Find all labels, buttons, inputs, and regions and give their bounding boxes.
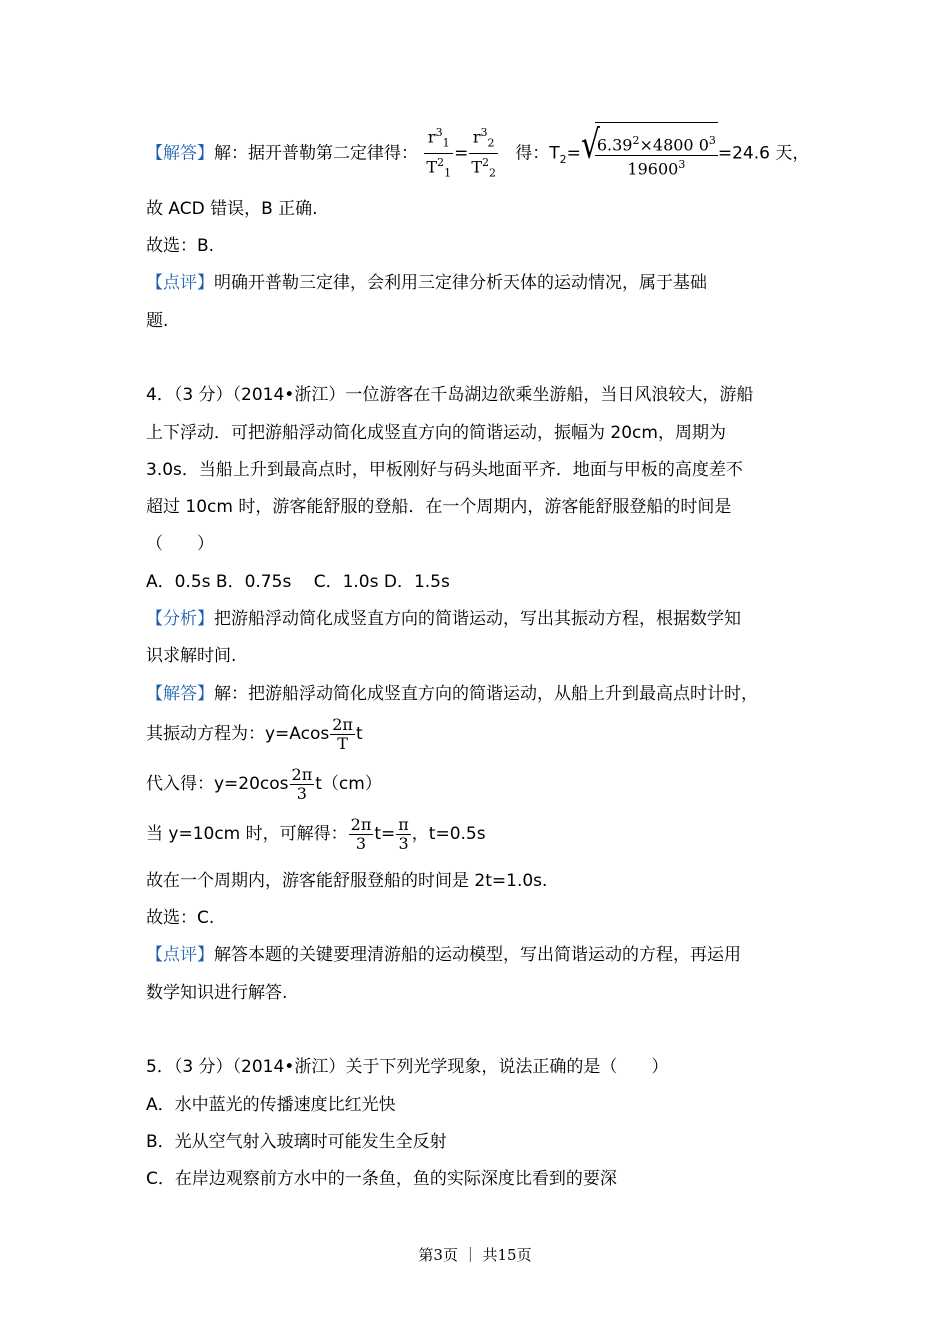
kepler-fraction-right: $\frac{r^3_2}{T^2_2}$ bbox=[471, 126, 496, 180]
q4-eq3: 当 y=10cm 时，可解得： $\frac{2\pi}{3}$ t= $\frac{\pi}{3}$ ，t=0.5s bbox=[146, 814, 486, 853]
then-text: 得：T bbox=[515, 143, 560, 164]
q4-analysis-cont: 识求解时间. bbox=[146, 646, 237, 666]
q4-choice: 故选：C. bbox=[146, 908, 215, 928]
q4-stem-3: 3.0s．当船上升到最高点时，甲板刚好与码头地面平齐．地面与甲板的高度差不 bbox=[146, 460, 743, 480]
q4-options: A．0.5s B．0.75s C．1.0s D．1.5s bbox=[146, 572, 450, 592]
q4-stem-1: 4．（3 分）（2014•浙江）一位游客在千岛湖边欲乘坐游船，当日风浪较大，游船 bbox=[146, 385, 754, 405]
q4-stem-5: （ ） bbox=[146, 534, 214, 554]
sqrt-denominator: 19600 bbox=[627, 158, 679, 178]
sqrt-expression: √ $\frac{6.39^2\times 4800 0^3}{19600^3}$ bbox=[581, 122, 718, 185]
result-text: =24.6 天， bbox=[717, 143, 810, 164]
sqrt-numerator-b: ×4800 0 bbox=[639, 135, 709, 155]
eq3-fraction-a: $\frac{2\pi}{3}$ bbox=[350, 814, 372, 853]
q5-option-c: C．在岸边观察前方水中的一条鱼，鱼的实际深度比看到的要深 bbox=[146, 1169, 617, 1189]
q3-solution-line bbox=[146, 122, 809, 190]
equals-sign: = bbox=[454, 143, 469, 164]
eq3-fraction-b: $\frac{\pi}{3}$ bbox=[398, 814, 409, 853]
q3-choice: 故选：B. bbox=[146, 236, 215, 256]
solution-lead: 解：据开普勒第二定律得： bbox=[214, 143, 418, 164]
q4-eq1: 其振动方程为：y=Acos $\frac{2\pi}{T}$ t bbox=[146, 714, 363, 753]
q4-solution: 【解答】解：把游船浮动简化成竖直方向的简谐运动，从船上升到最高点时计时， bbox=[146, 684, 758, 704]
solution-tag: 【解答】 bbox=[146, 143, 214, 164]
q4-eq2: 代入得：y=20cos $\frac{2\pi}{3}$ t（cm） bbox=[146, 764, 382, 803]
q3-comment: 【点评】明确开普勒三定律，会利用三定律分析天体的运动情况，属于基础 bbox=[146, 273, 707, 293]
kepler-fraction-left: $\frac{r^3_1}{T^2_1}$ bbox=[426, 126, 452, 180]
q3-line2: 故 ACD 错误，B 正确. bbox=[146, 199, 318, 219]
q5-option-b: B．光从空气射入玻璃时可能发生全反射 bbox=[146, 1132, 447, 1152]
solution-tag: 【解答】 bbox=[146, 684, 214, 704]
t2-equals: = bbox=[566, 143, 581, 164]
comment-tag: 【点评】 bbox=[146, 273, 214, 293]
q4-stem-4: 超过 10cm 时，游客能舒服的登船．在一个周期内，游客能舒服登船的时间是 bbox=[146, 497, 732, 517]
eq2-fraction: $\frac{2\pi}{3}$ bbox=[291, 764, 313, 803]
q4-comment-cont: 数学知识进行解答. bbox=[146, 983, 288, 1003]
eq1-fraction: $\frac{2\pi}{T}$ bbox=[332, 714, 353, 753]
q4-stem-2: 上下浮动．可把游船浮动简化成竖直方向的简谐运动，振幅为 20cm，周期为 bbox=[146, 423, 726, 443]
q4-analysis: 【分析】把游船浮动简化成竖直方向的简谐运动，写出其振动方程，根据数学知 bbox=[146, 609, 741, 629]
sqrt-numerator: 6.39 bbox=[596, 135, 633, 155]
q5-option-a: A．水中蓝光的传播速度比红光快 bbox=[146, 1095, 396, 1115]
q4-conclusion: 故在一个周期内，游客能舒服登船的时间是 2t=1.0s. bbox=[146, 871, 548, 891]
q5-stem: 5．（3 分）（2014•浙江）关于下列光学现象，说法正确的是（ ） bbox=[146, 1057, 669, 1077]
q3-comment-cont: 题. bbox=[146, 311, 169, 331]
analysis-tag: 【分析】 bbox=[146, 609, 214, 629]
t2-subscript: 2 bbox=[559, 152, 567, 166]
comment-tag: 【点评】 bbox=[146, 945, 214, 965]
q4-comment: 【点评】解答本题的关键要理清游船的运动模型，写出简谐运动的方程，再运用 bbox=[146, 945, 741, 965]
page-footer: 第3页 ｜ 共15页 bbox=[418, 1246, 532, 1264]
